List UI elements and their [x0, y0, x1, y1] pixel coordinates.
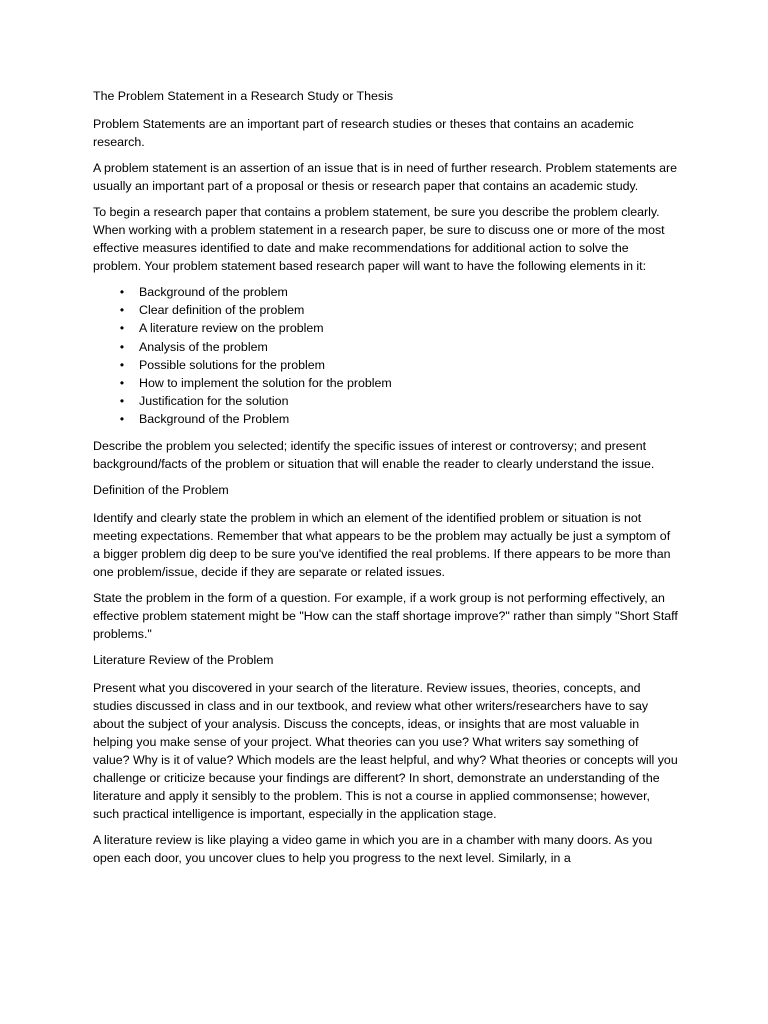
list-item-text: Clear definition of the problem	[139, 303, 305, 318]
list-item-text: A literature review on the problem	[139, 321, 324, 336]
background-paragraph: Describe the problem you selected; identify the specific issues of interest or controversy; and present background/facts of the problem or situation that will enable the reader to clearly understand the issue.	[93, 438, 655, 471]
document-body	[93, 87, 678, 875]
intro-paragraph-1: Problem Statements are an important part of research studies or theses that contains an academic research.	[93, 117, 634, 149]
definition-paragraph-2: State the problem in the form of a question. For example, if a work group is not performing effectively, an effective problem statement might be "How can the staff shortage improve?" rather than simply "Short Staff problems."	[93, 590, 678, 641]
list-item-text: Justification for the solution	[139, 394, 289, 409]
bullet-icon: •	[119, 375, 125, 390]
definition-heading: Definition of the Problem	[93, 482, 229, 497]
list-item-text: Background of the problem	[139, 285, 288, 299]
bullet-icon: •	[119, 303, 125, 318]
elements-list	[93, 283, 678, 429]
document-title: The Problem Statement in a Research Study or Thesis	[93, 89, 394, 103]
bullet-icon: •	[119, 357, 125, 372]
list-item	[93, 374, 678, 392]
list-item	[93, 301, 678, 319]
list-item	[93, 283, 678, 301]
literature-heading: Literature Review of the Problem	[93, 652, 274, 667]
literature-paragraph-1: Present what you discovered in your search of the literature. Review issues, theories, concepts, and studies discussed in class and in our textbook, and review what other writers/researchers have to say about the subject of your analysis. Discuss the concepts, ideas, or insights that are most valuable in helping you make sense of your project. What theories can you use? What writers say something of value? Why is it of value? Which models are the least helpful, and why? What theories or concepts will you challenge or criticize because your findings are different? In short, demonstrate an understanding of the literature and apply it sensibly to the problem. This is not a course in applied commonsense; however, such practical intelligence is important, especially in the application stage.	[93, 680, 678, 821]
bullet-icon: •	[119, 339, 125, 354]
literature-paragraph-2: A literature review is like playing a video game in which you are in a chamber with many doors. As you open each door, you uncover clues to help you progress to the next level. Similarly, in a	[93, 832, 653, 865]
list-item	[93, 319, 678, 337]
intro-paragraph-2: A problem statement is an assertion of an issue that is in need of further research. Problem statements are usually an important part of a proposal or thesis or research paper that contains an academic study.	[93, 161, 678, 193]
bullet-icon: •	[119, 285, 125, 299]
bullet-icon: •	[119, 394, 125, 409]
list-item-text: Background of the Problem	[139, 412, 290, 427]
bullet-icon: •	[119, 321, 125, 336]
list-item-text: Analysis of the problem	[139, 339, 268, 354]
list-item	[93, 356, 678, 374]
definition-paragraph-1: Identify and clearly state the problem in which an element of the identified problem or situation is not meeting expectations. Remember that what appears to be the problem may actually be just a symptom of a bigger problem dig deep to be sure you've identified the real problems. If there appears to be more than one problem/issue, decide if they are separate or related issues.	[93, 510, 671, 579]
list-item	[93, 392, 678, 410]
list-item-text: Possible solutions for the problem	[139, 357, 325, 372]
list-item	[93, 338, 678, 356]
intro-paragraph-3: To begin a research paper that contains a problem statement, be sure you describe the problem clearly. When working with a problem statement in a research paper, be sure to discuss one or more of the most effective measures identified to date and make recommendations for additional action to solve the problem. Your problem statement based research paper will want to have the following elements in it:	[93, 205, 665, 273]
list-item	[93, 410, 678, 428]
bullet-icon: •	[119, 412, 125, 427]
list-item-text: How to implement the solution for the problem	[139, 375, 392, 390]
